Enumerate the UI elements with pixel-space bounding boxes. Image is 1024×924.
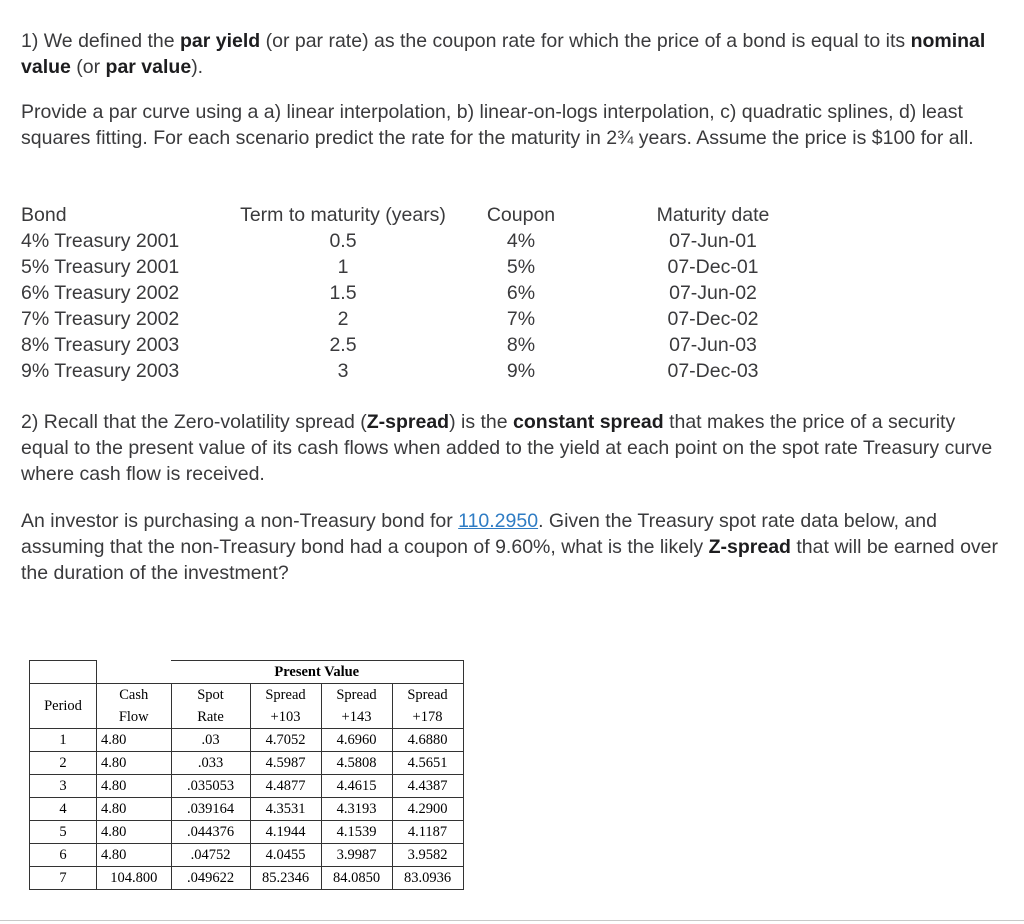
q2-question: An investor is purchasing a non-Treasury bond for 110.2950. Given the Treasury spot rate data below, and assuming that the non-Treasury bond had a coupon of 9.60%, what is the likely Z-spread that will be earned over the duration of the investment?: [21, 510, 999, 584]
bond-table: [21, 202, 821, 384]
page-divider: [0, 920, 1024, 921]
table-row: 9% Treasury 2003 3 9% 07-Dec-03: [21, 360, 759, 382]
pv-group-header-row: [30, 661, 464, 684]
term-par-value: par value: [105, 56, 192, 78]
term-z-spread-2: Z-spread: [708, 536, 791, 558]
term-z-spread: Z-spread: [366, 411, 450, 433]
q1-intro: 1) We defined the par yield (or par rate) as the coupon rate for which the price of a bond is equal to its nominal value (or par value).: [21, 30, 986, 78]
price-link[interactable]: 110.2950: [458, 510, 539, 532]
pv-header-row-1: [30, 684, 464, 707]
table-row: 3 4.80 .035053 4.4877 4.4615 4.4387: [30, 775, 464, 798]
header-spread-143: Spread: [321, 684, 392, 707]
pv-header-row-2: Flow Rate +103 +143 +178: [30, 706, 464, 729]
header-period: Period: [30, 684, 97, 729]
q1-instructions: Provide a par curve using a a) linear interpolation, b) linear-on-logs interpolation, c) quadratic splines, d) least squares fitting. For each scenario predict the rate for the maturity in 2¾ years. Assume the price is $100 for all.: [21, 101, 974, 149]
term-nominal-value: nominal value: [21, 30, 986, 78]
header-coupon: Coupon: [486, 204, 556, 226]
header-spot: Spot: [171, 684, 250, 707]
q2-intro: 2) Recall that the Zero-volatility spread (Z-spread) is the constant spread that makes the price of a security equal to the present value of its cash flows when added to the yield at each point on the spot rate Treasury curve where cash flow is received.: [21, 411, 993, 485]
table-row: 6% Treasury 2002 1.5 6% 07-Jun-02: [21, 282, 757, 304]
term-par-yield: par yield: [180, 30, 261, 52]
table-row: 6 4.80 .04752 4.0455 3.9987 3.9582: [30, 844, 464, 867]
header-spread-178: Spread: [392, 684, 463, 707]
header-bond: Bond: [21, 204, 67, 226]
table-row: 2 4.80 .033 4.5987 4.5808 4.5651: [30, 752, 464, 775]
present-value-table: [29, 660, 464, 890]
table-row: 7% Treasury 2002 2 7% 07-Dec-02: [21, 308, 759, 330]
present-value-header: Present Value: [171, 661, 463, 684]
header-spread-103: Spread: [250, 684, 321, 707]
bond-table-header: [21, 202, 821, 228]
table-row: 5 4.80 .044376 4.1944 4.1539 4.1187: [30, 821, 464, 844]
table-row: 4% Treasury 2001 0.5 4% 07-Jun-01: [21, 230, 757, 252]
table-row: 8% Treasury 2003 2.5 8% 07-Jun-03: [21, 334, 757, 356]
table-row: 5% Treasury 2001 1 5% 07-Dec-01: [21, 256, 759, 278]
table-row: 7 104.800 .049622 85.2346 84.0850 83.0936: [30, 867, 464, 890]
header-maturity: Maturity date: [656, 204, 770, 226]
table-row: 4 4.80 .039164 4.3531 4.3193 4.2900: [30, 798, 464, 821]
table-row: 1 4.80 .03 4.7052 4.6960 4.6880: [30, 729, 464, 752]
term-constant-spread: constant spread: [513, 411, 664, 433]
header-cash: Cash: [97, 684, 172, 707]
header-term: Term to maturity (years): [240, 204, 446, 226]
